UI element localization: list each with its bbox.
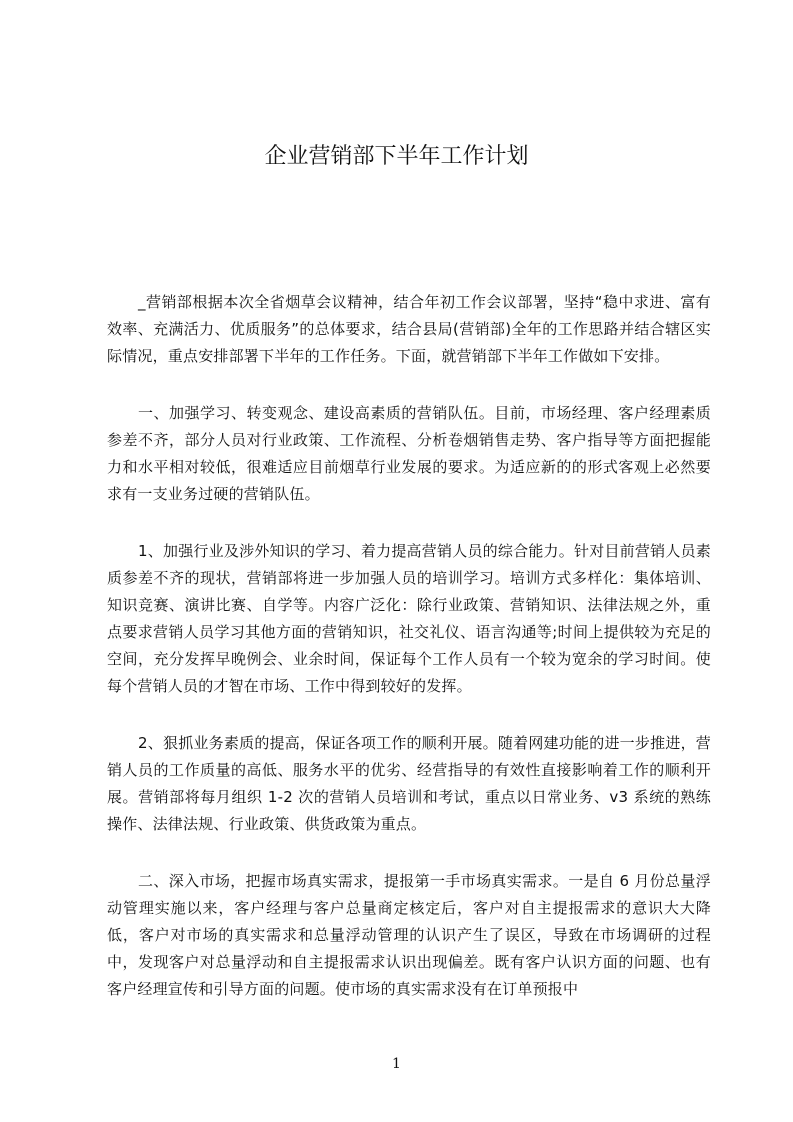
- document-body: [107, 289, 711, 1033]
- document-title: 企业营销部下半年工作计划: [264, 144, 529, 169]
- paragraph-intro: _营销部根据本次全省烟草会议精神，结合年初工作会议部署，坚持“稳中求进、富有效率、充满活力、优质服务”的总体要求，结合县局(营销部)全年的工作思路并结合辖区实际情况，重点安排部署下半年的工作任务。下面，就营销部下半年工作做如下安排。: [107, 293, 711, 365]
- paragraph-section-1: 一、加强学习、转变观念、建设高素质的营销队伍。目前，市场经理、客户经理素质参差不齐，部分人员对行业政策、工作流程、分析卷烟销售走势、客户指导等方面把握能力和水平相对较低，很难适应目前烟草行业发展的要求。为适应新的的形式客观上必然要求有一支业务过硬的营销队伍。: [107, 404, 711, 503]
- page-number: 1: [392, 1056, 401, 1072]
- paragraph-item-2: 2、狠抓业务素质的提高，保证各项工作的顺利开展。随着网建功能的进一步推进，营销人员的工作质量的高低、服务水平的优劣、经营指导的有效性直接影响着工作的顺利开展。营销部将每月组织 1-2 次的营销人员培训和考试，重点以日常业务、v3 系统的熟练操作、法律法规、行业政策、供货政策为重点。: [107, 734, 711, 833]
- paragraph-item-1: 1、加强行业及涉外知识的学习、着力提高营销人员的综合能力。针对目前营销人员素质参差不齐的现状，营销部将进一步加强人员的培训学习。培训方式多样化：集体培训、知识竞赛、演讲比赛、自学等。内容广泛化：除行业政策、营销知识、法律法规之外，重点要求营销人员学习其他方面的营销知识，社交礼仪、语言沟通等;时间上提供较为充足的空间，充分发挥早晚例会、业余时间，保证每个工作人员有一个较为宽余的学习时间。使每个营销人员的才智在市场、工作中得到较好的发挥。: [107, 542, 711, 695]
- paragraph-section-2: 二、深入市场，把握市场真实需求，提报第一手市场真实需求。一是自 6 月份总量浮动管理实施以来，客户经理与客户总量商定核定后，客户对自主提报需求的意识大大降低，客户对市场的真实需求和总量浮动管理的认识产生了误区，导致在市场调研的过程中，发现客户对总量浮动和自主提报需求认识出现偏差。既有客户认识方面的问题、也有客户经理宣传和引导方面的问题。使市场的真实需求没有在订单预报中: [107, 872, 711, 998]
